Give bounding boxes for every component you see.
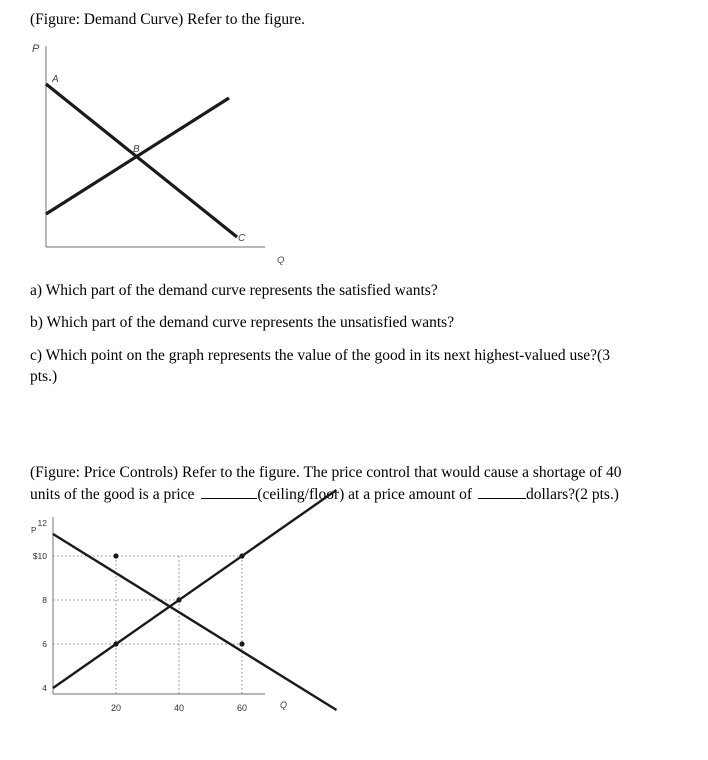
y-tick-label: 12	[37, 518, 47, 528]
data-point-0	[113, 641, 118, 646]
data-point-4	[239, 553, 244, 558]
figure2-caption-line1: (Figure: Price Controls) Refer to the figure. The price control that would cause a shortage of 40	[30, 464, 622, 481]
y-tick-label: $10	[32, 551, 47, 561]
fig1-point-a: A	[52, 74, 59, 85]
supply-line	[53, 490, 337, 688]
x-tick-label: 20	[110, 703, 122, 713]
caption-part2: (ceiling/floor) at a price amount of	[257, 486, 473, 503]
question-c-line1: c) Which point on the graph represents the value of the good in its next highest-valued use?(3	[30, 347, 610, 364]
x-tick-label: 40	[173, 703, 185, 713]
question-a: a) Which part of the demand curve represents the satisfied wants?	[30, 282, 438, 299]
fig1-point-c: C	[238, 233, 246, 244]
fig2-axis-q: Q	[280, 700, 288, 710]
fig1-point-b: B	[133, 144, 140, 155]
y-tick-label: 8	[42, 595, 47, 605]
x-tick-label: 60	[236, 703, 248, 713]
figure1-caption: (Figure: Demand Curve) Refer to the figure.	[30, 11, 306, 28]
data-point-2	[176, 597, 181, 602]
question-b: b) Which part of the demand curve represents the unsatisfied wants?	[30, 314, 455, 331]
data-point-1	[239, 641, 244, 646]
y-tick-label: 6	[42, 639, 47, 649]
fig2-axis-p: P	[31, 526, 37, 535]
fig1-axis-p: P	[32, 43, 40, 55]
y-tick-label: 4	[42, 683, 47, 693]
question-c-line2: pts.)	[30, 368, 58, 385]
fig1-axis-q: Q	[277, 255, 285, 266]
caption-part1: units of the good is a price	[30, 486, 195, 503]
demand-line	[53, 534, 337, 710]
caption-part3: dollars?(2 pts.)	[525, 486, 619, 503]
data-point-3	[113, 553, 118, 558]
